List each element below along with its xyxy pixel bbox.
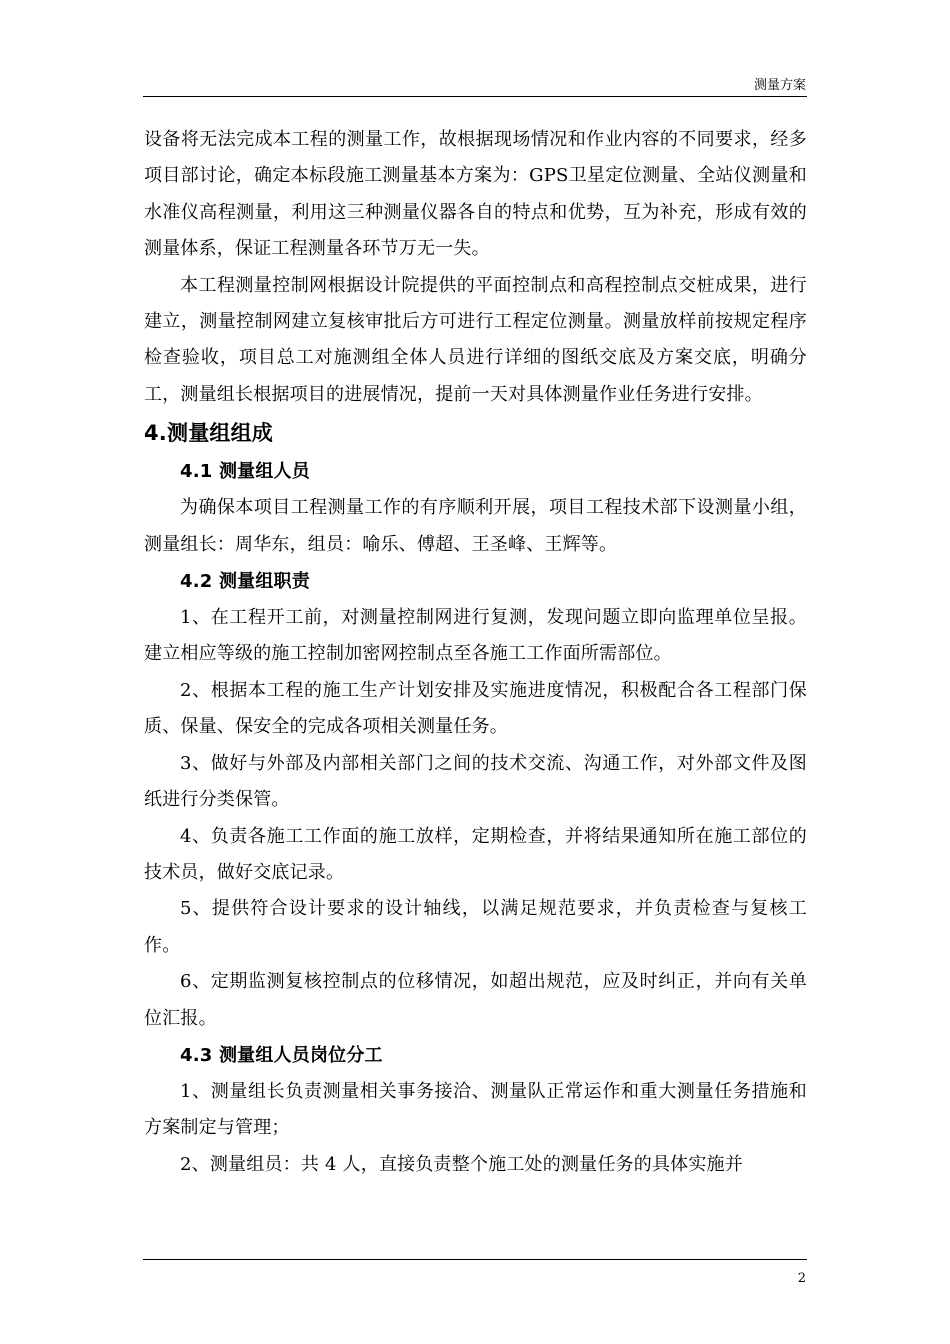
paragraph-control-network: 本工程测量控制网根据设计院提供的平面控制点和高程控制点交桩成果，进行建立，测量控制网建立复核审批后方可进行工程定位测量。测量放样前按规定程序检查验收，项目总工对施测组全体人员进行详细的图纸交底及方案交底，明确分工，测量组长根据项目的进展情况，提前一天对具体测量作业任务进行安排。 (144, 274, 807, 405)
document-body (144, 122, 807, 1183)
duty-item-5: 5、提供符合设计要求的设计轴线，以满足规范要求，并负责检查与复核工作。 (144, 898, 807, 956)
section-heading-4: 4.测量组组成 (144, 421, 273, 446)
role-item-2: 2、测量组员：共 4 人，直接负责整个施工处的测量任务的具体实施并 (180, 1153, 743, 1175)
header-divider (143, 96, 807, 97)
footer-divider (143, 1259, 807, 1260)
duty-item-4: 4、负责各施工工作面的施工放样，定期检查，并将结果通知所在施工部位的技术员，做好交底记录。 (144, 825, 807, 883)
duty-item-6: 6、定期监测复核控制点的位移情况，如超出规范，应及时纠正，并向有关单位汇报。 (144, 971, 807, 1029)
duty-item-3: 3、做好与外部及内部相关部门之间的技术交流、沟通工作，对外部文件及图纸进行分类保管。 (144, 752, 807, 811)
page-header-title: 测量方案 (753, 78, 806, 93)
subsection-heading-4-1: 4.1 测量组人员 (180, 461, 310, 483)
duty-item-1: 1、在工程开工前，对测量控制网进行复测，发现问题立即向监理单位呈报。建立相应等级的施工控制加密网控制点至各施工工作面所需部位。 (144, 607, 807, 665)
subsection-heading-4-2: 4.2 测量组职责 (180, 571, 310, 593)
subsection-heading-4-3: 4.3 测量组人员岗位分工 (180, 1044, 383, 1066)
page-number: 2 (797, 1271, 806, 1286)
paragraph-continuation: 设备将无法完成本工程的测量工作，故根据现场情况和作业内容的不同要求，经多项目部讨论，确定本标段施工测量基本方案为：GPS卫星定位测量、全站仪测量和水准仪高程测量，利用这三种测量仪器各自的特点和优势，互为补充，形成有效的测量体系，保证工程测量各环节万无一失。 (144, 129, 807, 260)
duty-item-2: 2、根据本工程的施工生产计划安排及实施进度情况，积极配合各工程部门保质、保量、保安全的完成各项相关测量任务。 (144, 679, 807, 738)
role-item-1: 1、测量组长负责测量相关事务接洽、测量队正常运作和重大测量任务措施和方案制定与管理； (144, 1080, 807, 1139)
paragraph-team-members: 为确保本项目工程测量工作的有序顺利开展，项目工程技术部下设测量小组，测量组长：周华东，组员：喻乐、傅超、王圣峰、王辉等。 (144, 497, 807, 555)
